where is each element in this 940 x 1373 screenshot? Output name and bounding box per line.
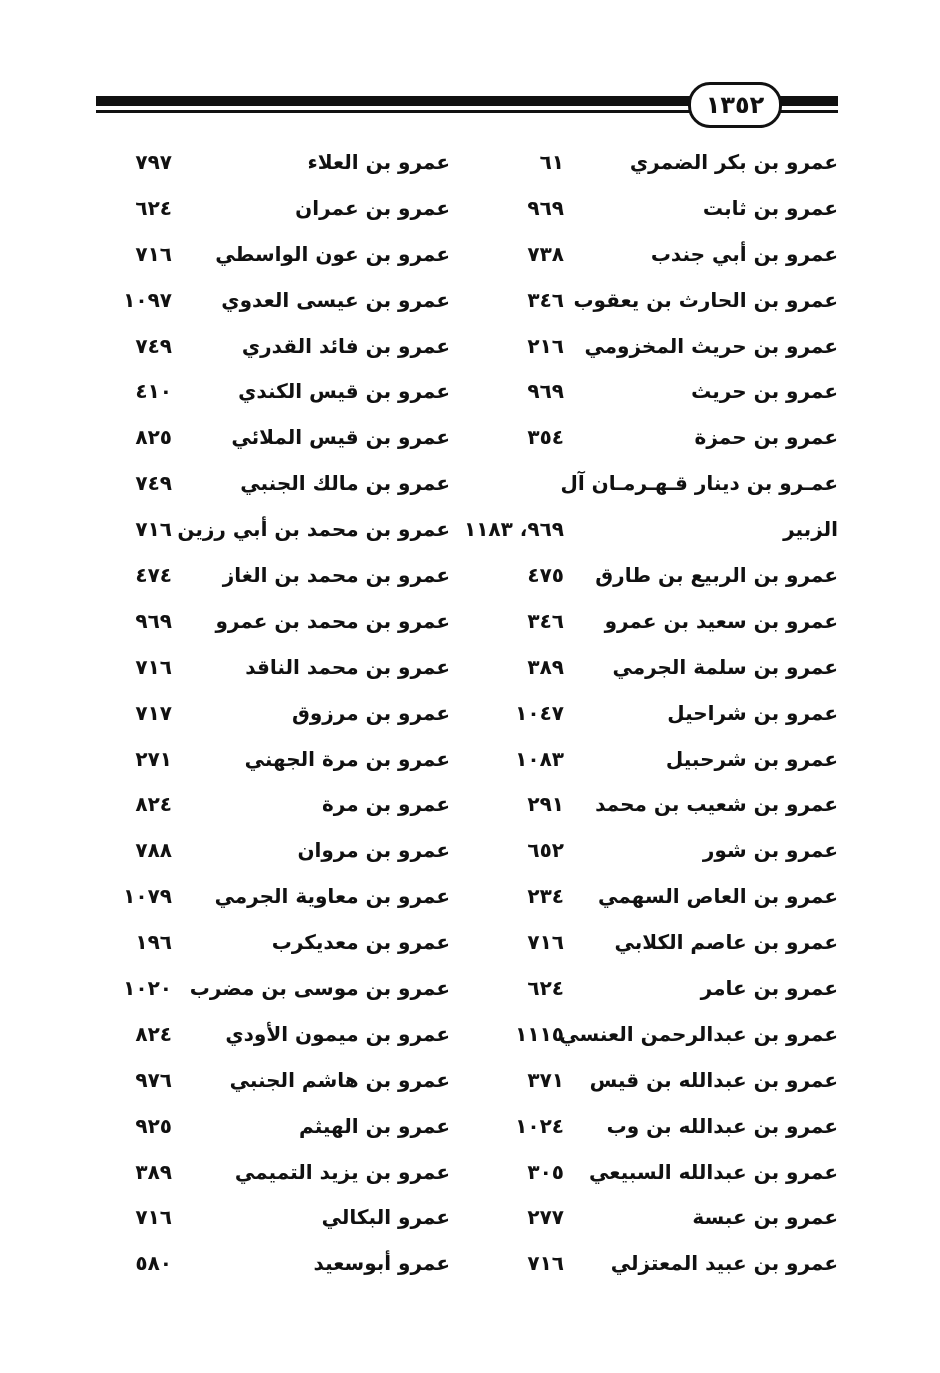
right-entry-page: ٢٧٧ xyxy=(527,1205,564,1230)
left-entry-page: ٧٩٧ xyxy=(135,150,172,174)
right-entry-name: عمرو بن بكر الضمري xyxy=(629,150,838,174)
index-row xyxy=(100,324,840,370)
right-entry-name: عمرو بن شور xyxy=(702,838,838,863)
index-row xyxy=(100,782,840,828)
index-row xyxy=(100,599,840,645)
left-entry-name: عمرو بن محمد بن الغاز xyxy=(222,563,450,588)
page-header xyxy=(96,82,838,126)
left-entry-page: ١٠٩٧ xyxy=(123,287,172,312)
right-entry-page: ٣٨٩ xyxy=(527,654,564,679)
right-entry-name: عمرو بن حريث المخزومي xyxy=(584,333,838,358)
index-row xyxy=(100,920,840,966)
left-entry-name: عمرو بن مرزوق xyxy=(291,700,450,725)
right-entry-name: عمرو بن سعيد بن عمرو xyxy=(604,608,838,633)
header-rule-thick xyxy=(96,96,696,106)
left-entry-name: عمرو بن ميمون الأودي xyxy=(225,1021,450,1046)
right-entry-page: ٢٣٤ xyxy=(527,884,564,909)
left-entry-page: ٤٧٤ xyxy=(135,563,172,588)
index-row xyxy=(100,461,840,507)
right-entry-name: عمرو بن عبدالله السبيعي xyxy=(589,1159,838,1184)
right-entry-name: عمـرو بن دينار قـهـرمـان آل xyxy=(560,471,838,496)
left-entry-page: ٤١٠ xyxy=(135,379,172,404)
left-entry-page: ٣٨٩ xyxy=(135,1159,172,1184)
right-entry-page: ٩٦٩ xyxy=(527,195,564,220)
index-row xyxy=(100,232,840,278)
right-entry-name: عمرو بن الربيع بن طارق xyxy=(595,563,838,588)
right-entry-name: عمرو بن عبدالرحمن العنسي xyxy=(559,1021,838,1046)
left-entry-page: ٥٨٠ xyxy=(135,1251,172,1276)
left-entry-page: ٩٢٥ xyxy=(135,1113,172,1138)
left-entry-page: ٧١٧ xyxy=(135,700,172,725)
right-entry-page: ٣٧١ xyxy=(527,1067,564,1092)
right-entry-page xyxy=(468,461,564,507)
left-entry-page: ٧١٦ xyxy=(135,241,172,266)
left-entry-page: ٦٢٤ xyxy=(135,195,172,220)
index-row xyxy=(100,186,840,232)
right-entry-name: عمرو بن شرحبيل xyxy=(665,746,838,771)
right-entry-page: ١١١٥ xyxy=(515,1021,564,1046)
index-row xyxy=(100,691,840,737)
left-entry-name: عمرو بن الهيثم xyxy=(299,1113,450,1138)
right-entry-name: عمرو بن عبدالله بن قيس xyxy=(589,1067,838,1092)
right-entry-page: ٩٦٩، ١١٨٣ xyxy=(463,517,564,542)
left-entry-name: عمرو بن مرة xyxy=(321,792,450,817)
right-entry-name: عمرو بن شراحيل xyxy=(667,700,838,725)
right-entry-name: عمرو بن الحارث بن يعقوب xyxy=(573,287,838,312)
left-entry-name: عمرو أبوسعيد xyxy=(313,1251,450,1276)
right-entry-page: ١٠٨٣ xyxy=(515,746,564,771)
right-entry-page: ٧٣٨ xyxy=(527,241,564,266)
right-entry-page: ٣٤٦ xyxy=(527,287,564,312)
left-entry-name: عمرو بن معديكرب xyxy=(271,930,450,955)
index-row xyxy=(100,278,840,324)
right-entry-name: عمرو بن أبي جندب xyxy=(650,241,838,266)
left-entry-name: عمرو بن محمد بن أبي رزين xyxy=(177,517,450,542)
index-row xyxy=(100,1195,840,1241)
left-entry-page: ١٩٦ xyxy=(135,930,172,955)
left-entry-page: ٨٢٤ xyxy=(135,1021,172,1046)
right-entry-page: ٦٢٤ xyxy=(527,976,564,1001)
right-entry-name: عمرو بن شعيب بن محمد xyxy=(595,792,838,817)
index-row xyxy=(100,828,840,874)
index-row xyxy=(100,966,840,1012)
left-entry-page: ٧٤٩ xyxy=(135,333,172,358)
right-entry-page: ٣٥٤ xyxy=(527,425,564,450)
left-entry-page: ٧٨٨ xyxy=(135,838,172,863)
index-row xyxy=(100,1012,840,1058)
left-entry-page: ٧١٦ xyxy=(135,654,172,679)
left-entry-name: عمرو بن مالك الجنبي xyxy=(240,471,450,496)
left-entry-name: عمرو بن فائد القدري xyxy=(241,333,450,358)
index-row xyxy=(100,553,840,599)
right-entry-name: عمرو بن عبيد المعتزلي xyxy=(610,1251,838,1276)
header-rule-right-thick xyxy=(776,96,838,106)
right-entry-name: عمرو بن عاصم الكلابي xyxy=(614,930,838,955)
index-row xyxy=(100,645,840,691)
left-entry-page: ٧١٦ xyxy=(135,1205,172,1230)
left-entry-name: عمرو بن قيس الملائي xyxy=(231,425,450,450)
left-entry-name: عمرو بن هاشم الجنبي xyxy=(229,1067,450,1092)
right-entry-page: ٢١٦ xyxy=(527,333,564,358)
left-entry-page: ١٠٧٩ xyxy=(123,884,172,909)
right-entry-page: ٣٠٥ xyxy=(527,1159,564,1184)
index-row xyxy=(100,140,840,186)
index-row xyxy=(100,415,840,461)
right-entry-page: ٤٧٥ xyxy=(527,563,564,588)
index-row xyxy=(100,1104,840,1150)
right-entry-page: ٩٦٩ xyxy=(527,379,564,404)
index-row xyxy=(100,1150,840,1196)
left-entry-page: ٩٧٦ xyxy=(135,1067,172,1092)
left-entry-name: عمرو بن موسى بن مضرب xyxy=(189,976,450,1001)
right-entry-page: ١٠٤٧ xyxy=(515,700,564,725)
right-entry-page: ٣٤٦ xyxy=(527,608,564,633)
left-entry-name: عمرو بن مرة الجهني xyxy=(244,746,450,771)
right-entry-name: عمرو بن حريث xyxy=(691,379,838,404)
left-entry-name: عمرو بن محمد الناقد xyxy=(245,654,450,679)
right-entry-name: عمرو بن حمزة xyxy=(694,425,838,450)
right-entry-name: الزبير xyxy=(783,517,838,542)
left-entry-name: عمرو بن عون الواسطي xyxy=(215,241,450,266)
left-entry-page: ٧٤٩ xyxy=(135,471,172,496)
right-entry-name: عمرو بن ثابت xyxy=(702,195,838,220)
left-entry-page: ٢٧١ xyxy=(135,746,172,771)
page-number: ١٣٥٢ xyxy=(688,82,782,128)
index-row xyxy=(100,874,840,920)
left-entry-name: عمرو بن محمد بن عمرو xyxy=(215,608,450,633)
right-entry-name: عمرو بن عامر xyxy=(700,976,838,1001)
left-entry-name: عمرو بن قيس الكندي xyxy=(238,379,450,404)
index-row xyxy=(100,507,840,553)
right-entry-page: ٢٩١ xyxy=(527,792,564,817)
left-entry-page: ٨٢٤ xyxy=(135,792,172,817)
right-entry-page: ٧١٦ xyxy=(527,1251,564,1276)
right-entry-name: عمرو بن سلمة الجرمي xyxy=(612,654,838,679)
left-entry-name: عمرو بن عيسى العدوي xyxy=(221,287,450,312)
right-entry-name: عمرو بن العاص السهمي xyxy=(598,884,838,909)
left-entry-name: عمرو بن مروان xyxy=(297,838,450,863)
right-entry-page: ٦٥٢ xyxy=(527,838,564,863)
left-entry-name: عمرو بن عمران xyxy=(295,195,450,220)
left-entry-page: ١٠٢٠ xyxy=(123,976,172,1001)
index-row xyxy=(100,1241,840,1287)
left-entry-name: عمرو بن معاوية الجرمي xyxy=(214,884,450,909)
header-rule-right-thin xyxy=(776,110,838,113)
left-entry-page: ٨٢٥ xyxy=(135,425,172,450)
right-entry-name: عمرو بن عبسة xyxy=(692,1205,838,1230)
right-entry-page: ٦١ xyxy=(539,150,564,174)
header-rule-thin xyxy=(96,110,696,113)
left-entry-name: عمرو بن العلاء xyxy=(307,150,450,174)
left-entry-page: ٩٦٩ xyxy=(135,608,172,633)
index-list xyxy=(100,140,840,1287)
left-entry-name: عمرو البكالي xyxy=(321,1205,450,1230)
index-row xyxy=(100,1058,840,1104)
right-entry-name: عمرو بن عبدالله بن وب xyxy=(606,1113,838,1138)
right-entry-page: ٧١٦ xyxy=(527,930,564,955)
left-entry-name: عمرو بن يزيد التميمي xyxy=(234,1159,450,1184)
left-entry-page: ٧١٦ xyxy=(135,517,172,542)
index-row xyxy=(100,369,840,415)
right-entry-page: ١٠٢٤ xyxy=(515,1113,564,1138)
index-row xyxy=(100,737,840,783)
